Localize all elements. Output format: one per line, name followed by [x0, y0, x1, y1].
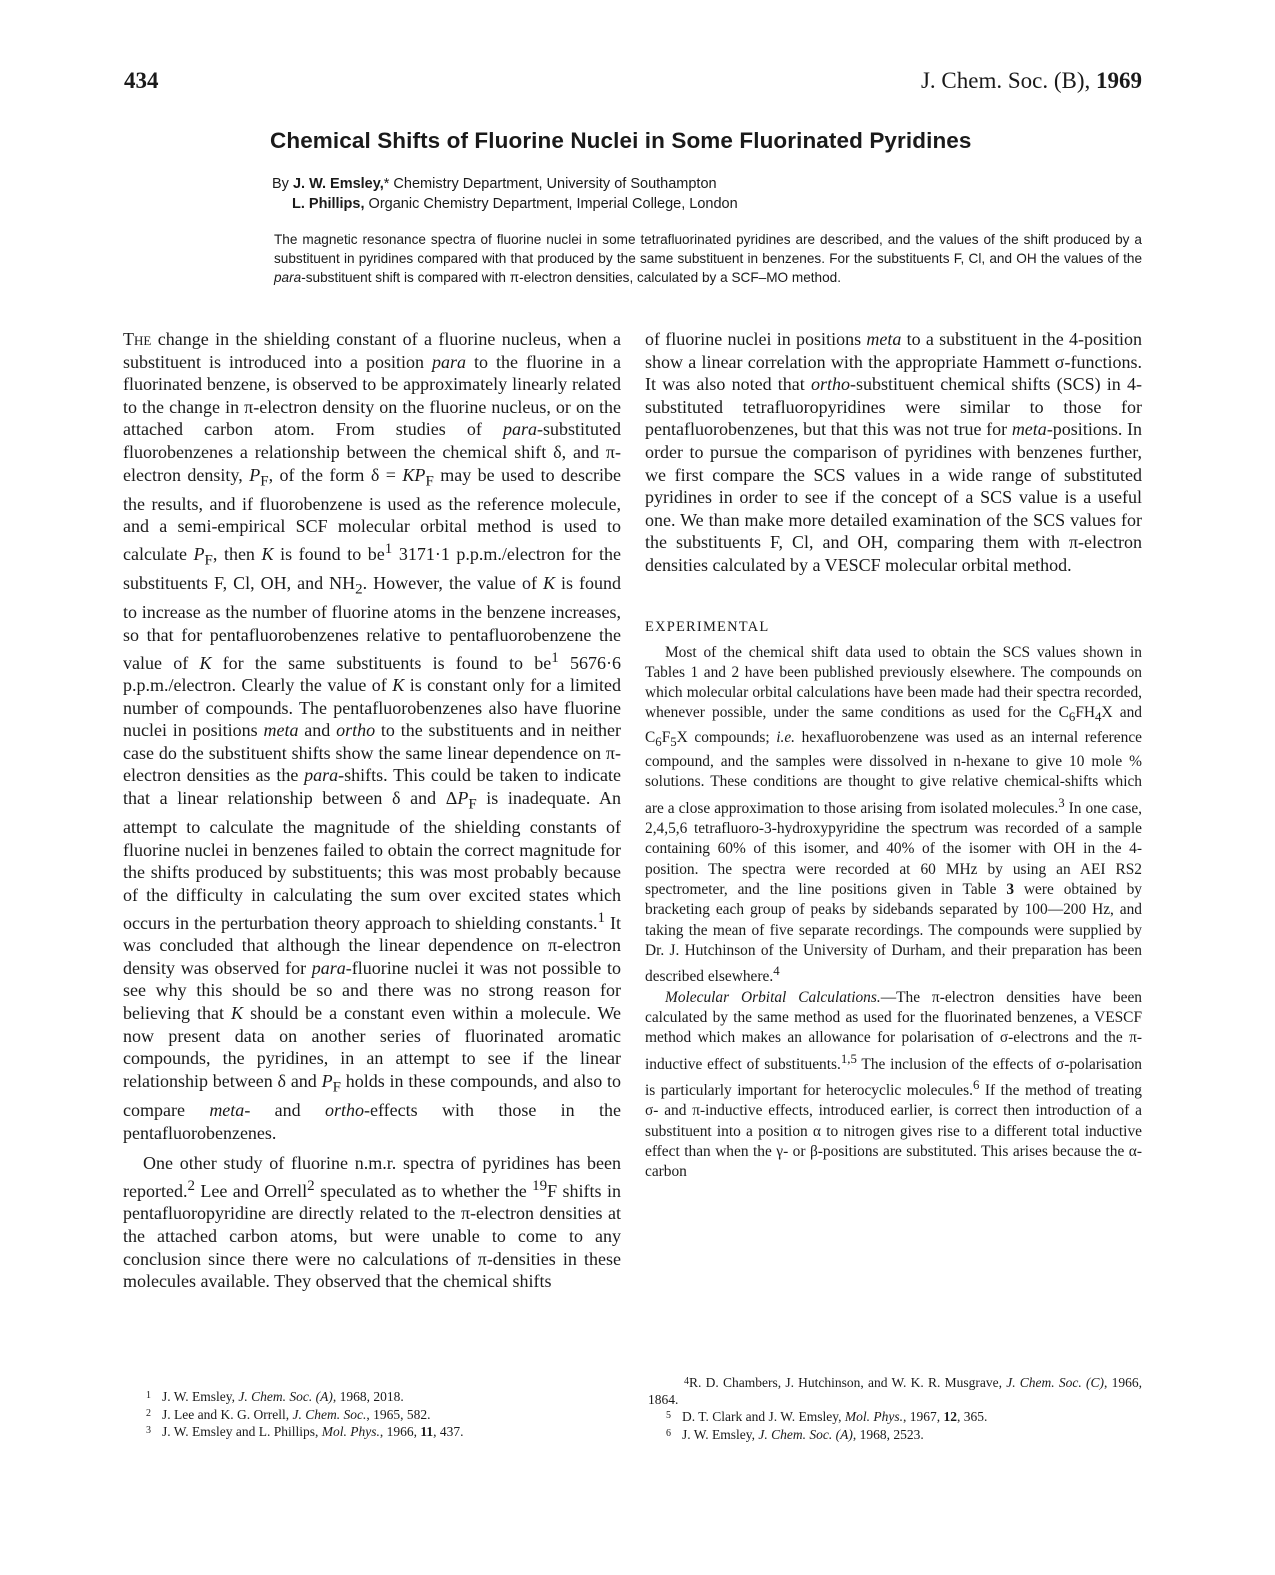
drop-lead-word: The	[123, 329, 152, 349]
footnote-text: , 1968, 2523.	[852, 1426, 924, 1442]
citation-ref: 1	[597, 909, 605, 926]
text-run: is found to increase as the number of fluorine atoms in the benzene increases, so that for pentafluorobenzenes relative to pentafluorobenzene the value of	[123, 573, 621, 673]
footnote-volume: 12	[943, 1409, 957, 1425]
subscript-6: 6	[655, 734, 662, 749]
author-1-name: J. W. Emsley,	[292, 176, 384, 192]
text-run: to the substituents and in neither case do the substituent shifts show the same linear dependence on π-electron densities as the	[123, 720, 621, 786]
footnote-text: J. Lee and K. G. Orrell,	[162, 1406, 293, 1422]
text-run: 3171·1 p.p.m./electron for the substituents F, Cl, OH, and NH	[123, 543, 621, 594]
footnote-mark: 5	[666, 1410, 671, 1422]
journal-citation	[921, 68, 1142, 94]
footnote-mark: 1	[146, 1390, 151, 1401]
subscript-6: 6	[1068, 710, 1076, 725]
footnote-text: , 437.	[433, 1424, 464, 1440]
text-run: is constant only for a limited number of compounds. The pentafluorobenzenes also have fluorine nuclei in positions	[123, 675, 621, 741]
subscript-f: F	[332, 1079, 341, 1096]
footnote	[648, 1408, 1142, 1426]
footnote-text: J. W. Emsley and L. Phillips,	[162, 1424, 322, 1440]
footnotes-right	[648, 1374, 1142, 1443]
text-run: -substituent chemical shifts (SCS) in 4-substituted tetrafluoropyridines were similar to those for pentafluorobenzenes, but that this was not true for	[645, 374, 1142, 440]
footnote	[146, 1423, 626, 1441]
text-run: speculated as to whether the	[314, 1180, 533, 1201]
symbol-p: P	[249, 464, 261, 485]
symbol-k: K	[392, 675, 405, 696]
text-run: . However, the value of	[362, 573, 543, 594]
text-run: —The π-electron densities have been calculated by the same method as used for the fluorinated benzenes, a VESCF method which makes an allowance for polarisation of σ-electrons and the π-inductive effect of substituents.	[645, 988, 1142, 1073]
footnote-text: J. W. Emsley,	[682, 1426, 759, 1442]
footnote-journal: J. Chem. Soc. (C)	[1006, 1375, 1105, 1390]
citation-ref: 1,5	[840, 1051, 857, 1066]
text-run: Lee and Orrell	[194, 1180, 308, 1201]
footnote-mark: 2	[146, 1407, 151, 1419]
abstract-text: The magnetic resonance spectra of fluorine nuclei in some tetrafluorinated pyridines are described, and the values of the shift produced by a substituent in pyridines compared with that produced by the same substituent in benzenes. For the substituents F, Cl, and OH the values of the	[274, 232, 1142, 267]
journal-year: 1969	[1096, 68, 1142, 93]
isotope-superscript: 19	[532, 1177, 548, 1194]
footnote-text: D. T. Clark and J. W. Emsley,	[682, 1409, 845, 1425]
footnotes-left	[146, 1388, 626, 1441]
text-run: to the fluorine in a fluorinated benzene, is observed to be approximately linearly related to the change in π-electron density on the fluorine nucleus, or on the attached carbon atom. From studies of	[123, 351, 621, 440]
by-label: By	[272, 176, 289, 192]
subscript-f: F	[468, 796, 477, 813]
page-number: 434	[124, 68, 159, 93]
experimental-paragraph	[645, 643, 1142, 988]
footnote	[648, 1374, 1142, 1408]
footnote-text: , 365.	[957, 1409, 988, 1425]
text-run: Most of the chemical shift data used to obtain the SCS values shown in Tables 1 and 2 have been published previously elsewhere. The compounds on which molecular orbital calculations have been made had their spectra recorded, whenever possible, under the same conditions as used for the C	[645, 643, 1142, 722]
right-column	[645, 328, 1142, 1183]
subscript-f: F	[425, 473, 434, 490]
text-run: should be a constant even within a molecule. We now present data on another series of fluorinated aromatic compounds, the pyridines, in an attempt to see if the linear relationship between δ and	[123, 1003, 621, 1091]
text-run: -fluorine nuclei it was not possible to see why this should be so and there was no strong reason for believing that	[123, 957, 621, 1023]
left-column	[123, 328, 621, 1293]
text-run: X and C	[645, 704, 1143, 746]
footnote-journal: J. Chem. Soc.	[292, 1406, 367, 1422]
text-run: The inclusion of the effects of σ-polarisation is particularly important for heterocyclic molecules.	[645, 1055, 1142, 1100]
symbol-k: K	[261, 543, 274, 564]
text-run: - and	[244, 1099, 325, 1120]
text-run: It was concluded that although the linear dependence on π-electron density was observed for	[123, 912, 621, 978]
text-run: X compounds;	[676, 728, 777, 746]
symbol-k: K	[199, 652, 212, 673]
journal-name: J. Chem. Soc. (B),	[920, 68, 1091, 93]
run-in-heading: Molecular Orbital Calculations.	[665, 988, 881, 1006]
citation-ref: 2	[187, 1177, 195, 1194]
symbol-p: P	[457, 788, 469, 809]
citation-ref: 6	[972, 1078, 980, 1092]
subscript-5: 5	[670, 734, 677, 749]
italic-term: ortho	[324, 1099, 364, 1120]
abstract-text-end: -substituent shift is compared with π-electron densities, calculated by a SCF–MO method.	[301, 270, 841, 286]
footnote-text: , 1967,	[903, 1409, 944, 1425]
citation-ref: 3	[1058, 795, 1065, 810]
footnote-text: , 1968, 2018.	[332, 1389, 404, 1404]
italic-term: para	[311, 957, 346, 978]
italic-term: para	[502, 419, 537, 440]
text-run: -positions. In order to pursue the comparison of pyridines with benzenes further, we first compare the SCS values in a wide range of substituted pyridines in order to see if the concept of a SCS value is a useful one. We than make more detailed examination of the SCS values for the substituents F, Cl, and OH, comparing them with π-electron densities calculated by a VESCF molecular orbital method.	[645, 419, 1142, 575]
italic-term: meta	[263, 720, 299, 741]
abstract	[274, 230, 1142, 288]
intro-paragraph-2	[123, 1152, 621, 1293]
text-run: FH	[1075, 704, 1096, 722]
text-run: If the method of treating σ- and π-inductive effects, introduced earlier, is correct then introduction of a substituent into a position α to nitrogen gives rise to a different total inductive effect than when the γ- or β-positions are substituted. This arises because the α-carbon	[645, 1082, 1142, 1181]
italic-term: ortho	[336, 720, 376, 741]
footnote-journal: J. Chem. Soc. (A)	[238, 1389, 333, 1404]
citation-ref: 2	[307, 1177, 315, 1194]
footnote-journal: Mol. Phys.	[321, 1424, 380, 1440]
footnote-volume: 11	[420, 1424, 434, 1440]
symbol-p: P	[321, 1070, 333, 1091]
section-heading-experimental: EXPERIMENTAL	[645, 618, 770, 635]
text-run: -shifts. This could be taken to indicate that a linear relationship between δ and Δ	[123, 765, 621, 809]
author-line-2	[272, 194, 1132, 214]
author-2-affiliation: Organic Chemistry Department, Imperial College, London	[364, 196, 738, 212]
text-run: F shifts in pentafluoropyridine are directly related to the π-electron densities at the attached carbon atoms, but were unable to come to any conclusion since there were no calculations of π-densities in these molecules available. They observed that the chemical shifts	[123, 1180, 621, 1292]
text-run: 5676·6 p.p.m./electron. Clearly the value of	[123, 652, 621, 696]
subscript-2: 2	[355, 581, 363, 598]
italic-term: meta	[1011, 419, 1047, 440]
text-run: is inadequate. An attempt to calculate the magnitude of the shielding constants of fluorine nuclei in benzenes failed to obtain the correct magnitude for the shifts produced by substituents; this was most probably because of the difficulty in calculating the sum over excited states which occurs in the perturbation theory approach to shielding constants.	[123, 788, 621, 933]
footnote-text: , 1966, 1864.	[648, 1375, 1142, 1407]
text-run: , then	[212, 543, 262, 564]
symbol-p: P	[193, 543, 205, 564]
italic-term: meta	[866, 329, 902, 349]
footnote	[648, 1426, 1142, 1444]
experimental-section	[645, 643, 1142, 1183]
symbol-k: K	[542, 573, 555, 594]
citation-ref: 4	[773, 964, 780, 979]
italic-term: ortho	[810, 374, 850, 395]
mo-calculations-paragraph	[645, 988, 1142, 1183]
footnote-mark: 3	[146, 1425, 151, 1437]
footnote	[146, 1406, 626, 1424]
author-block	[272, 174, 1132, 214]
text-run: holds in these compounds, and also to compare	[123, 1070, 621, 1120]
footnote-mark: 6	[666, 1427, 671, 1439]
text-run: In one case, 2,4,5,6 tetrafluoro-3-hydroxypyridine the spectrum was recorded of a sample containing 60% of this isomer, and 40% of the isomer with OH in the 4-position. The spectra were recorded at 60 MHz by using an AEI RS2 spectrometer, and the line positions given in Table	[645, 799, 1142, 899]
footnote-mark: 4	[684, 1376, 689, 1387]
footnote-text: , 1966,	[379, 1424, 421, 1440]
subscript-f: F	[204, 552, 213, 569]
text-run: hexafluorobenzene was used as an internal reference compound, and the samples were dissolved in n-hexane to give 10 mole % solutions. These conditions are thought to give relative chemical-shifts which are a close approximation to those arising from isolated molecules.	[645, 728, 1142, 817]
symbol-k: K	[231, 1003, 244, 1023]
author-line-1	[272, 174, 1132, 194]
text-run: were obtained by bracketing each group of peaks by sidebands separated by 100—200 Hz, and taking the mean of five separate recordings. The compounds were supplied by Dr. J. Hutchinson of the University of Durham, and their preparation has been described elsewhere.	[645, 881, 1142, 986]
text-run: One other study of fluorine n.m.r. spectra of pyridines has been reported.	[123, 1153, 621, 1201]
table-ref: 3	[1006, 881, 1015, 899]
footnote-journal: Mol. Phys.	[844, 1409, 903, 1425]
italic-term: meta	[209, 1099, 245, 1120]
footnote-text: R. D. Chambers, J. Hutchinson, and W. K. R. Musgrave,	[689, 1375, 1007, 1390]
text-run: to a substituent in the 4-position show a linear correlation with the appropriate Hammett σ-functions. It was also noted that	[645, 329, 1142, 395]
text-run: of fluorine nuclei in positions	[645, 329, 867, 349]
italic-term: para	[432, 351, 467, 372]
text-run: and	[298, 720, 337, 741]
text-run: is found to be	[273, 543, 385, 564]
author-2-name: L. Phillips,	[292, 196, 365, 212]
text-run: , of the form δ =	[268, 464, 403, 485]
italic-term: i.e.	[776, 728, 796, 746]
text-run: -substituted fluorobenzenes a relationship between the chemical shift δ, and π-electron density,	[123, 419, 621, 485]
subscript-4: 4	[1095, 710, 1102, 725]
abstract-para-term: para	[274, 270, 302, 286]
intro-paragraph-1	[123, 328, 621, 1144]
footnote	[146, 1388, 626, 1406]
footnote-text: J. W. Emsley,	[162, 1389, 239, 1404]
text-run: may be used to describe the results, and if fluorobenzene is used as the reference molecule, and a semi-empirical SCF molecular orbital method is used to calculate	[123, 464, 622, 564]
citation-ref: 1	[551, 649, 559, 666]
text-run: for the same substituents is found to be	[211, 652, 552, 673]
text-run: change in the shielding constant of a fluorine nucleus, when a substituent is introduced into a position	[123, 329, 621, 372]
author-1-affiliation: * Chemistry Department, University of Southampton	[383, 176, 717, 192]
italic-term: para	[304, 765, 339, 786]
running-header	[124, 68, 1142, 102]
article-title: Chemical Shifts of Fluorine Nuclei in Some Fluorinated Pyridines	[270, 128, 972, 153]
subscript-f: F	[260, 473, 269, 490]
text-run: F	[661, 728, 671, 746]
text-run: -effects with those in the pentafluorobenzenes.	[123, 1099, 621, 1143]
symbol-kp: KP	[402, 464, 426, 485]
footnote-text: , 1965, 582.	[366, 1406, 431, 1422]
footnote-journal: J. Chem. Soc. (A)	[758, 1426, 853, 1442]
citation-ref: 1	[384, 540, 393, 557]
intro-continuation	[645, 328, 1142, 577]
